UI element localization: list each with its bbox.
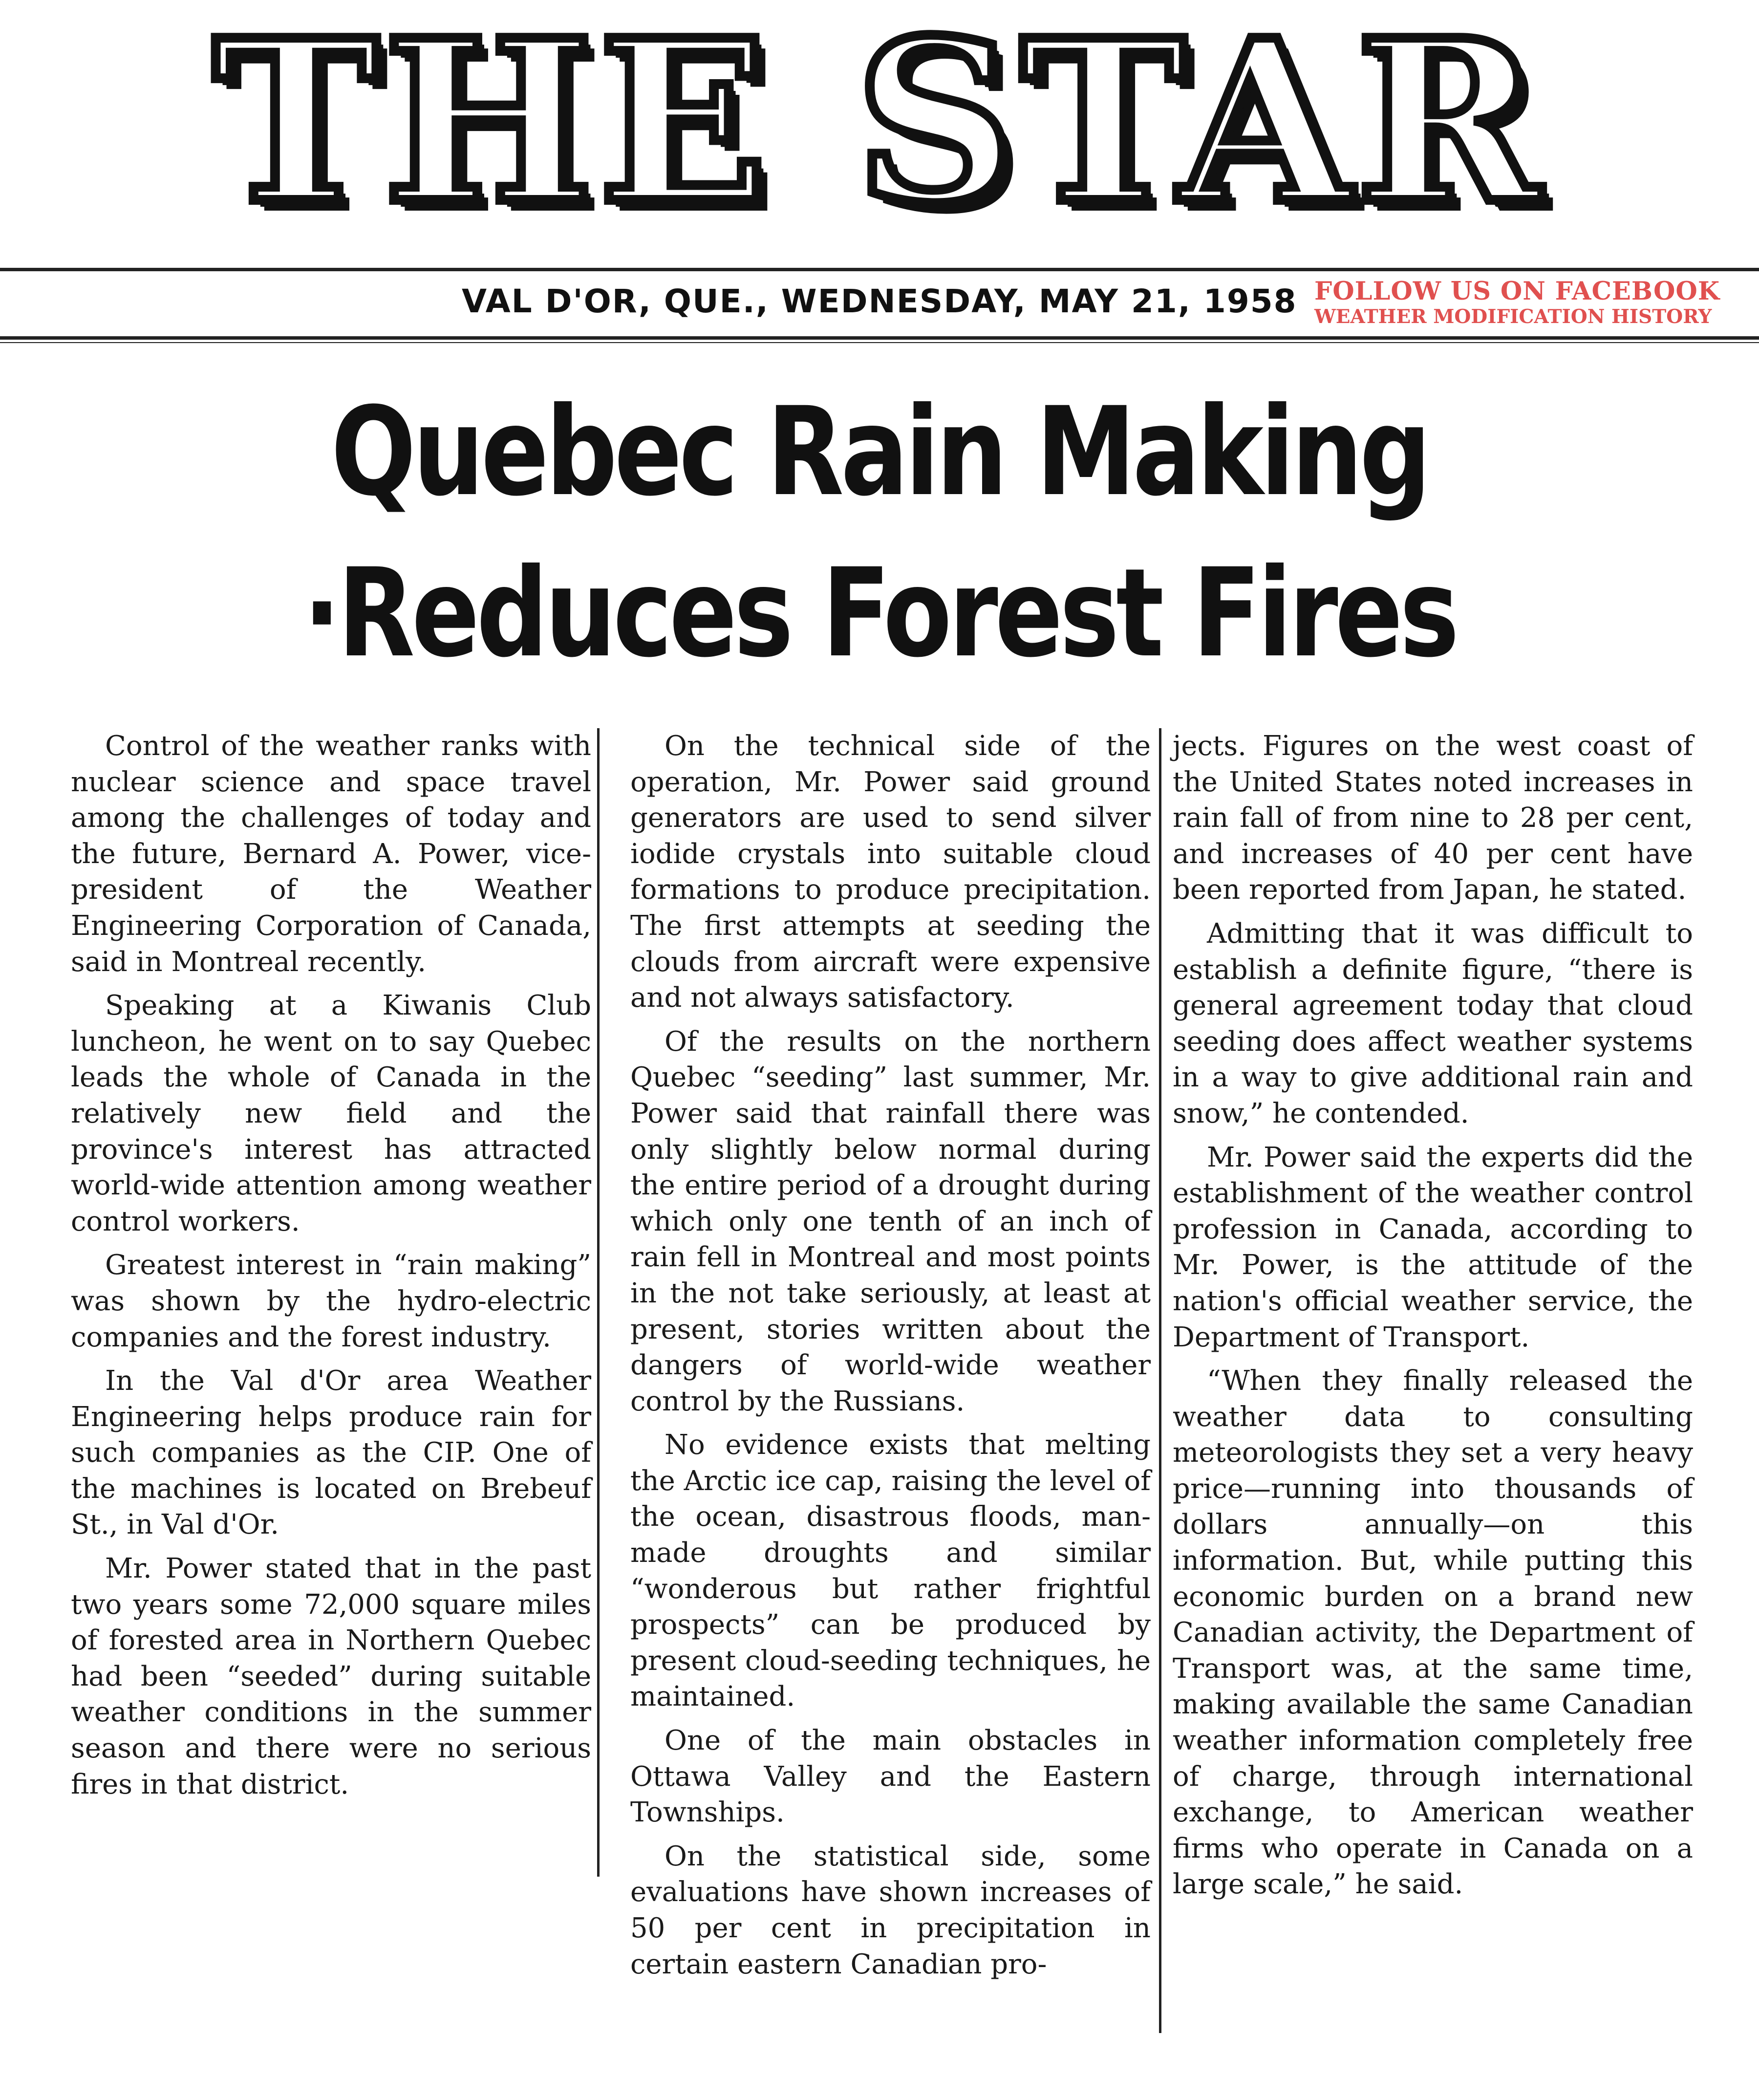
masthead xyxy=(122,0,1637,253)
paragraph: Of the results on the northern Quebec “seeding” last summer, Mr. Power said that rainfall there was only slightly below normal during the entire period of a drought during which only one tenth of an inch of rain fell in Montreal and most points in the not take seriously, at least at present, stories written about the dangers of world-wide weather control by the Russians. xyxy=(630,1025,1151,1417)
masthead-rule-bottom-thin xyxy=(0,342,1759,343)
article-column-2 xyxy=(630,728,1151,2028)
column-divider-1 xyxy=(597,728,600,1877)
paragraph: Mr. Power said the experts did the establishment of the weather control profession in Canada, according to Mr. Power, is the attitude of the nation's official weather service, the Department of Transport. xyxy=(1173,1141,1693,1353)
newspaper-name: THE STAR xyxy=(213,0,1546,253)
headline-line-1: Quebec Rain Making xyxy=(331,381,1428,523)
paragraph: On the technical side of the operation, Mr. Power said ground generators are used to send silver iodide crystals into suitable cloud formations to produce precipitation. The first attempts at seeding the clouds from aircraft were expensive and not always satisfactory. xyxy=(630,730,1151,1014)
paragraph: jects. Figures on the west coast of the United States noted increases in rain fall of from nine to 28 per cent, and increases of 40 per cent have been reported from Japan, he stated. xyxy=(1173,730,1693,906)
paragraph: Greatest interest in “rain making” was shown by the hydro-electric companies and the forest industry. xyxy=(71,1249,591,1353)
paragraph: Control of the weather ranks with nuclear science and space travel among the challenges of today and the future, Bernard A. Power, vice-president of the Weather Engineering Corporation of Canada, said in Montreal recently. xyxy=(71,730,591,978)
paragraph: On the statistical side, some evaluations have shown increases of 50 per cent in precipitation in certain eastern Canadian pro- xyxy=(630,1840,1151,1980)
paragraph: No evidence exists that melting the Arctic ice cap, raising the level of the ocean, disastrous floods, man-made droughts and similar “wonderous but rather frightful prospects” can be produced by present cloud-seeding techniques, he maintained. xyxy=(630,1429,1151,1713)
headline xyxy=(258,371,1501,694)
paragraph: “When they finally released the weather data to consulting meteorologists they set a very heavy price—running into thousands of dollars annually—on this information. But, while putting this economic burden on a brand new Canadian activity, the Department of Transport was, at the same time, making available the same Canadian weather information completely free of charge, through international exchange, to American weather firms who operate in Canada on a large scale,” he said. xyxy=(1173,1365,1693,1901)
article-column-3 xyxy=(1173,728,1693,2028)
masthead-rule-top xyxy=(0,268,1759,271)
paragraph: One of the main obstacles in Ottawa Valley and the Eastern Townships. xyxy=(630,1725,1151,1829)
promo-line-2: WEATHER MODIFICATION HISTORY xyxy=(1314,305,1712,328)
paragraph: Mr. Power stated that in the past two years some 72,000 square miles of forested area in Northern Quebec had been “seeded” during suitable weather conditions in the summer season and there were no serious fires in that district. xyxy=(71,1553,591,1800)
promo-line-1: FOLLOW US ON FACEBOOK xyxy=(1314,277,1720,306)
paragraph: Admitting that it was difficult to establish a definite figure, “there is general agreement today that cloud seeding does affect weather systems in a way to give additional rain and snow,” he contended. xyxy=(1173,917,1693,1129)
paragraph: Speaking at a Kiwanis Club luncheon, he went on to say Quebec leads the whole of Canada in the relatively new field and the province's interest has attracted world-wide attention among weather control workers. xyxy=(71,990,591,1237)
dateline: VAL D'OR, QUE., WEDNESDAY, MAY 21, 1958 xyxy=(462,282,1297,320)
facebook-promo xyxy=(1314,277,1720,328)
article-column-1 xyxy=(71,728,591,2028)
headline-line-2: ·Reduces Forest Fires xyxy=(302,542,1457,684)
column-divider-2 xyxy=(1159,728,1161,2033)
paragraph: In the Val d'Or area Weather Engineering helps produce rain for such companies as the CIP. One of the machines is located on Brebeuf St., in Val d'Or. xyxy=(71,1365,591,1541)
masthead-rule-bottom xyxy=(0,336,1759,340)
